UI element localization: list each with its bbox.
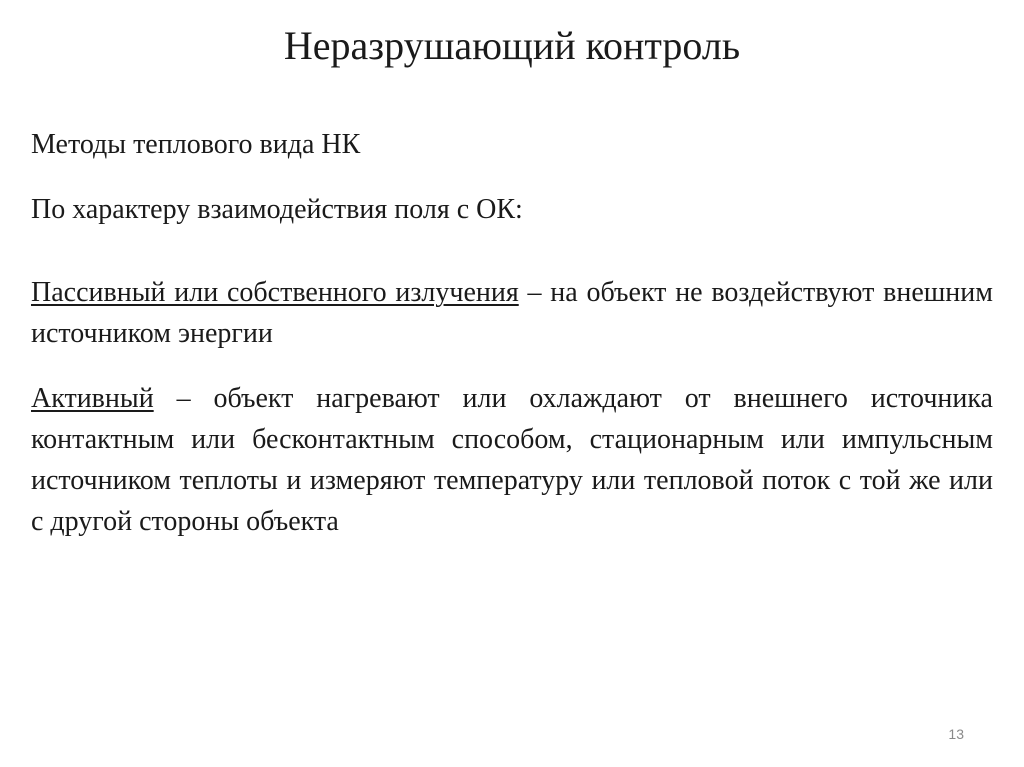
active-description: – объект нагревают или охлаждают от внешнего источника контактным или бесконтактным способом, стационарным или импульсным источником теплоты и измеряют температуру или тепловой поток с той же или с другой стороны объекта bbox=[31, 383, 993, 537]
passive-paragraph-text bbox=[31, 272, 993, 354]
page-number: 13 bbox=[948, 726, 964, 742]
section-heading-interaction bbox=[31, 190, 993, 230]
active-paragraph bbox=[31, 378, 993, 542]
passive-paragraph bbox=[31, 272, 993, 354]
active-term: Активный bbox=[31, 383, 154, 414]
section-heading-methods bbox=[31, 125, 993, 165]
slide-title: Неразрушающий контроль bbox=[283, 23, 741, 68]
heading-methods-text: Методы теплового вида НК bbox=[31, 129, 361, 160]
active-paragraph-text bbox=[31, 378, 993, 542]
passive-description: – на объект не воздействуют внешним источником энергии bbox=[31, 277, 993, 349]
heading-interaction-text: По характеру взаимодействия поля с ОК: bbox=[31, 194, 523, 225]
passive-term: Пассивный или собственного излучения bbox=[31, 277, 519, 308]
